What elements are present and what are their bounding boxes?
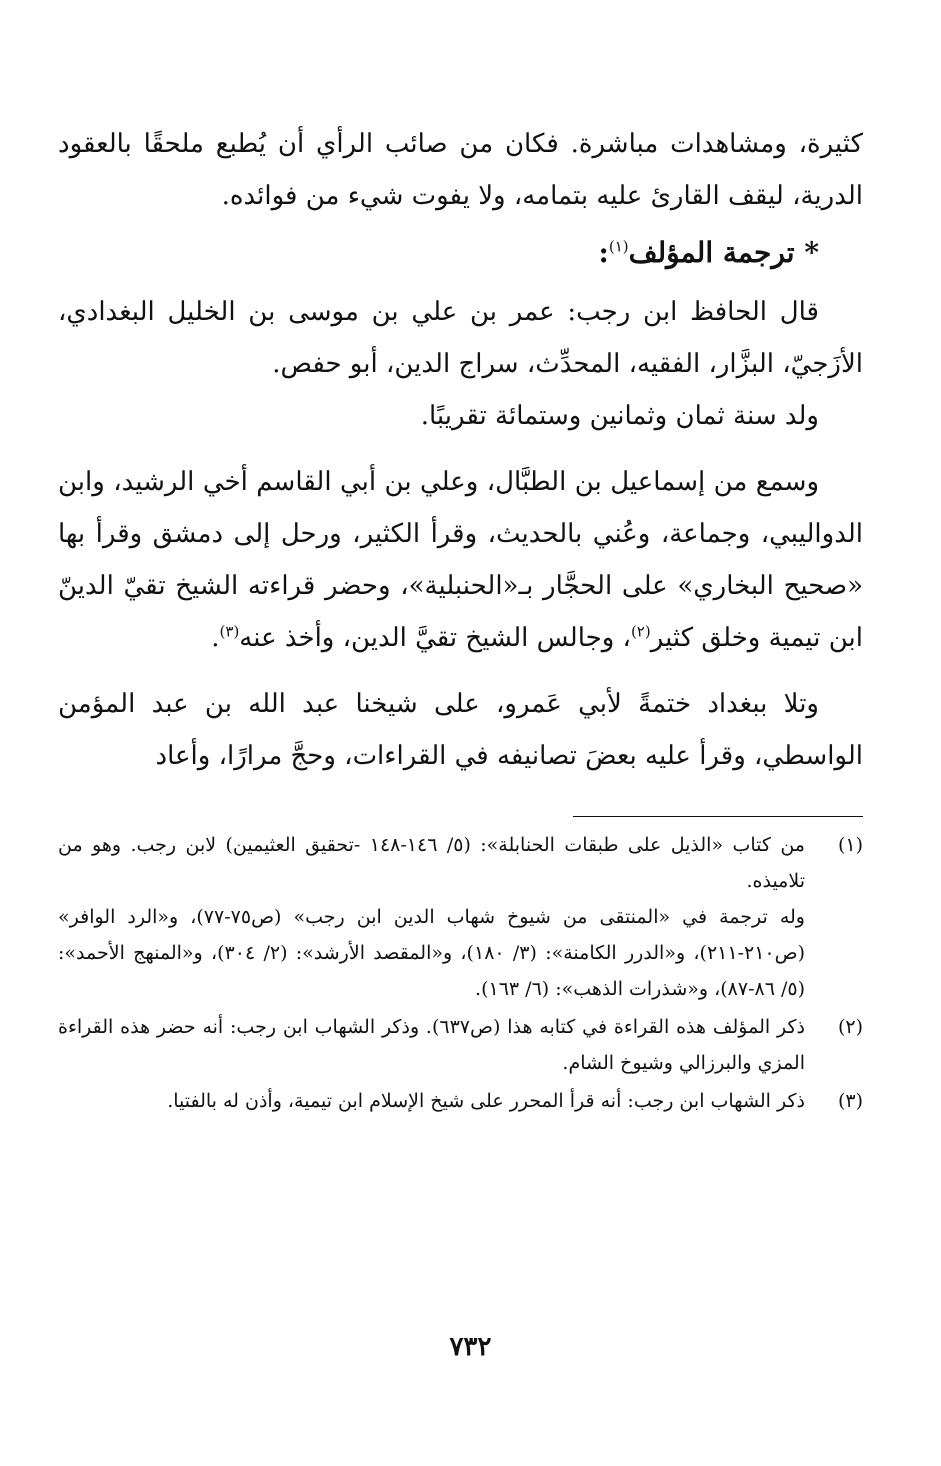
paragraph-continuation: كثيرة، ومشاهدات مباشرة. فكان من صائب الرأي أن يُطبع ملحقًا بالعقود الدرية، ليقف القارئ عليه بتمامه، ولا يفوت شيء من فوائده.	[58, 129, 863, 211]
main-text	[58, 118, 863, 782]
footnote-body	[58, 827, 805, 1007]
footnote-ref-1[interactable]: (١)	[608, 237, 629, 256]
footnote-3	[58, 1083, 863, 1119]
heading-text: * ترجمة المؤلف	[628, 236, 819, 269]
footnote-body	[58, 1009, 805, 1081]
paragraph-teachers-text: وسمع من إسماعيل بن الطبَّال، وعلي بن أبي القاسم أخي الرشيد، وابن الدواليبي، وجماعة، وعُني بالحديث، وقرأ الكثير، ورحل إلى دمشق وقرأ بها «صحيح البخاري» على الحجَّار بـ«الحنبلية»، وحضر قراءته الشيخ تقيّ الدينّ ابن تيمية وخلق كثير	[58, 467, 863, 653]
footnote-ref-2[interactable]: (٢)	[630, 622, 651, 641]
paragraph-teachers	[58, 456, 863, 664]
footnote-text: ذكر المؤلف هذه القراءة في كتابه هذا (ص٦٣٧). وذكر الشهاب ابن رجب: أنه حضر هذه القراءة المزي والبرزالي وشيوخ الشام.	[58, 1016, 805, 1074]
footnote-separator	[573, 816, 863, 817]
footnote-number: (٢)	[837, 1016, 863, 1038]
footnote-ref-3[interactable]: (٣)	[219, 622, 240, 641]
footnote-1	[58, 827, 863, 1007]
paragraph-birth: ولد سنة ثمان وثمانين وستمائة تقريبًا.	[420, 401, 819, 431]
footnote-text: وله ترجمة في «المنتقى من شيوخ شهاب الدين ابن رجب» (ص٧٥-٧٧)، و«الرد الوافر» (ص٢١٠-٢١١)، و«الدرر الكامنة»: (٣/ ١٨٠)، و«المقصد الأرشد»: (٢/ ٣٠٤)، و«المنهج الأحمد»: (٥/ ٨٦-٨٧)، و«شذرات الذهب»: (٦/ ١٦٣).	[58, 906, 806, 1000]
book-page	[58, 118, 863, 1466]
footnote-text: من كتاب «الذيل على طبقات الحنابلة»: (٥/ ١٤٦-١٤٨ -تحقيق العثيمين) لابن رجب. وهو من تلاميذه.	[58, 834, 805, 892]
footnote-body	[58, 1083, 805, 1119]
section-heading	[58, 226, 863, 280]
footnote-number: (٣)	[837, 1090, 863, 1112]
paragraph-baghdad: وتلا ببغداد ختمةً لأبي عَمرو، على شيخنا عبد الله بن عبد المؤمن الواسطي، وقرأ عليه بعضَ تصانيفه في القراءات، وحجَّ مرارًا، وأعاد	[58, 689, 863, 771]
paragraph-name: قال الحافظ ابن رجب: عمر بن علي بن موسى بن الخليل البغدادي، الأزَجيّ، البزَّار، الفقيه، المحدِّث، سراج الدين، أبو حفص.	[58, 297, 863, 379]
footnote-text: ذكر الشهاب ابن رجب: أنه قرأ المحرر على شيخ الإسلام ابن تيمية، وأذن له بالفتيا.	[167, 1090, 805, 1112]
footnote-2	[58, 1009, 863, 1081]
page-number: ٧٣٢	[449, 1332, 492, 1362]
footnotes	[58, 827, 863, 1119]
footnote-number: (١)	[837, 834, 863, 856]
paragraph-teachers-end: .	[211, 623, 220, 653]
heading-colon: :	[598, 236, 609, 269]
paragraph-teachers-text-2: ، وجالس الشيخ تقيَّ الدين، وأخذ عنه	[239, 623, 631, 653]
